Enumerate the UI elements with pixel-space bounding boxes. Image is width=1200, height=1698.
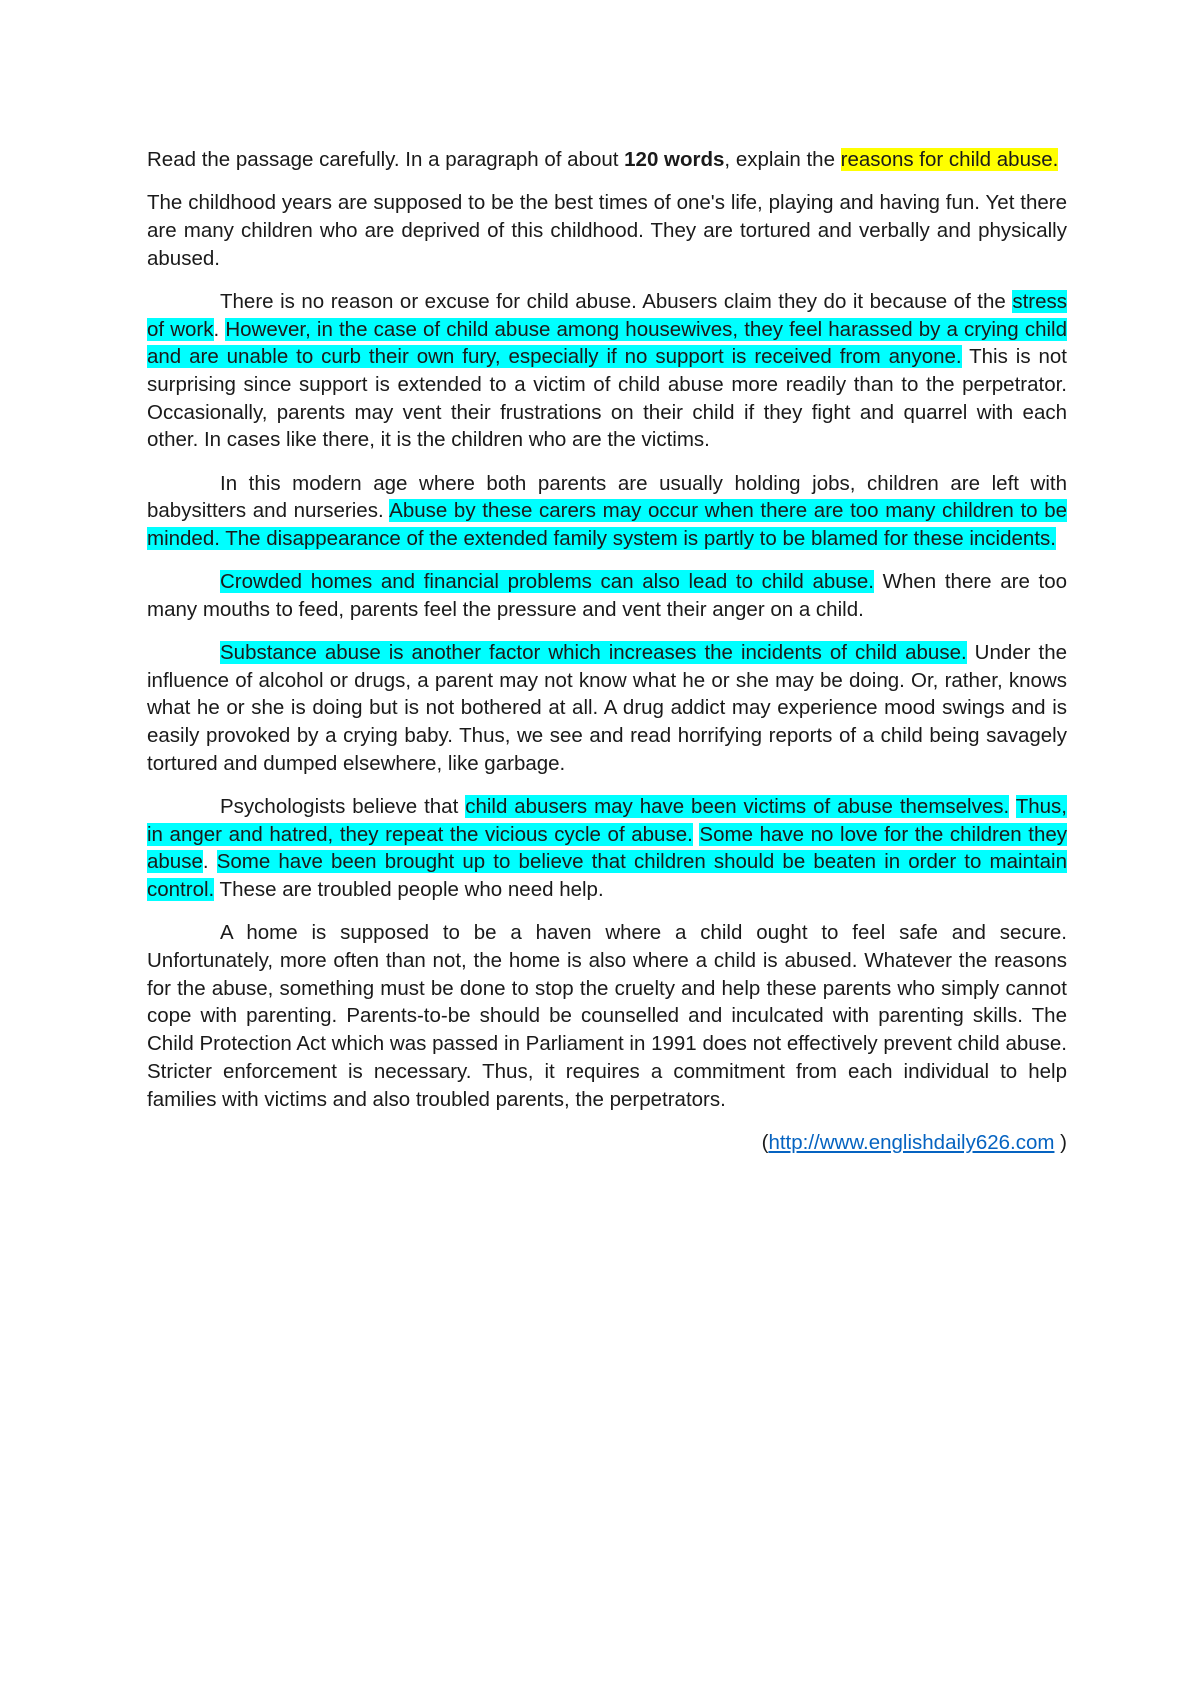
paragraph-text: The childhood years are supposed to be the best times of one's life, playing and having fun. Yet there are many children who are deprived of this childhood. They are tortured and verbally and physically abused. (147, 191, 1067, 270)
cyan-highlight: Some have no love for the children they abuse (147, 822, 1067, 874)
instruction-text-mid: , explain the (724, 148, 841, 171)
passage-paragraph (147, 189, 1067, 272)
passage-paragraph (147, 919, 1067, 1113)
passage-paragraph (147, 288, 1067, 454)
passage (147, 189, 1067, 1113)
cyan-highlight: Substance abuse is another factor which increases the incidents of child abuse. (220, 641, 967, 665)
paragraph-text: . (213, 317, 226, 341)
paragraph-text: This is not surprising since support is extended to a victim of child abuse more readily than to the perpetrator. Occasionally, parents may vent their frustrations on their child if they fight and quarrel with each other. In cases like there, it is the children who are the victims. (147, 345, 1067, 452)
passage-paragraph (147, 793, 1067, 904)
paragraph-text (1009, 795, 1016, 818)
paragraph-text: These are troubled people who need help. (214, 878, 604, 902)
paragraph-text: There is no reason or excuse for child abuse. Abusers claim they do it because of the (220, 289, 1013, 313)
passage-paragraph (147, 639, 1067, 778)
cyan-highlight: Abuse by these carers may occur when there are too many children to be minded. The disappearance of the extended family system is partly to be blamed for these incidents. (147, 499, 1067, 550)
cyan-highlight: Some have been brought up to believe that children should be beaten in order to maintain control. (147, 850, 1067, 902)
cyan-highlight: Thus, in anger and hatred, they repeat the vicious cycle of abuse. (147, 795, 1068, 846)
paragraph-text: Under the influence of alcohol or drugs, a parent may not know what he or she may be doing. Or, rather, knows what he or she is doing but is not bothered at all. A drug addict may experience mood swings and is easily provoked by a crying baby. Thus, we see and read horrifying reports of a child being savagely tortured and dumped elsewhere, like garbage. (147, 641, 1067, 775)
instruction-text: Read the passage carefully. In a paragraph of about (147, 148, 625, 171)
source-citation (147, 1129, 1067, 1157)
paragraph-text: . (202, 850, 217, 874)
instruction-paragraph (147, 146, 1067, 174)
paragraph-text: Psychologists believe that (220, 795, 466, 819)
paragraph-text: When there are too many mouths to feed, parents feel the pressure and vent their anger on a child. (147, 570, 1067, 621)
paragraph-text: A home is supposed to be a haven where a child ought to feel safe and secure. Unfortunately, more often than not, the home is also where a child is abused. Whatever the reasons for the abuse, something must be done to stop the cruelty and help these parents who simply cannot cope with parenting. Parents-to-be should be counselled and inculcated with parenting skills. The Child Protection Act which was passed in Parliament in 1991 does not effectively prevent child abuse. Stricter enforcement is necessary. Thus, it requires a commitment from each individual to help families with victims and also troubled parents, the perpetrators. (147, 921, 1067, 1111)
yellow-highlight: reasons for child abuse. (840, 148, 1059, 171)
passage-paragraph (147, 470, 1067, 553)
passage-paragraph (147, 568, 1067, 623)
cyan-highlight: child abusers may have been victims of abuse themselves. (465, 795, 1010, 819)
source-link[interactable]: http://www.englishdaily626.com (768, 1130, 1055, 1154)
cyan-highlight: Crowded homes and financial problems can also lead to child abuse. (220, 570, 874, 594)
source-open-paren: ( (761, 1130, 769, 1154)
cyan-highlight: stress of work (147, 289, 1067, 341)
word-count-bold: 120 words (624, 148, 725, 171)
document-body (147, 146, 1067, 1172)
source-close-paren: ) (1054, 1130, 1067, 1154)
cyan-highlight: However, in the case of child abuse among housewives, they feel harassed by a crying child and are unable to curb their own fury, especially if no support is received from anyone. (147, 317, 1067, 369)
paragraph-text: In this modern age where both parents are usually holding jobs, children are left with babysitters and nurseries. (147, 471, 1067, 523)
